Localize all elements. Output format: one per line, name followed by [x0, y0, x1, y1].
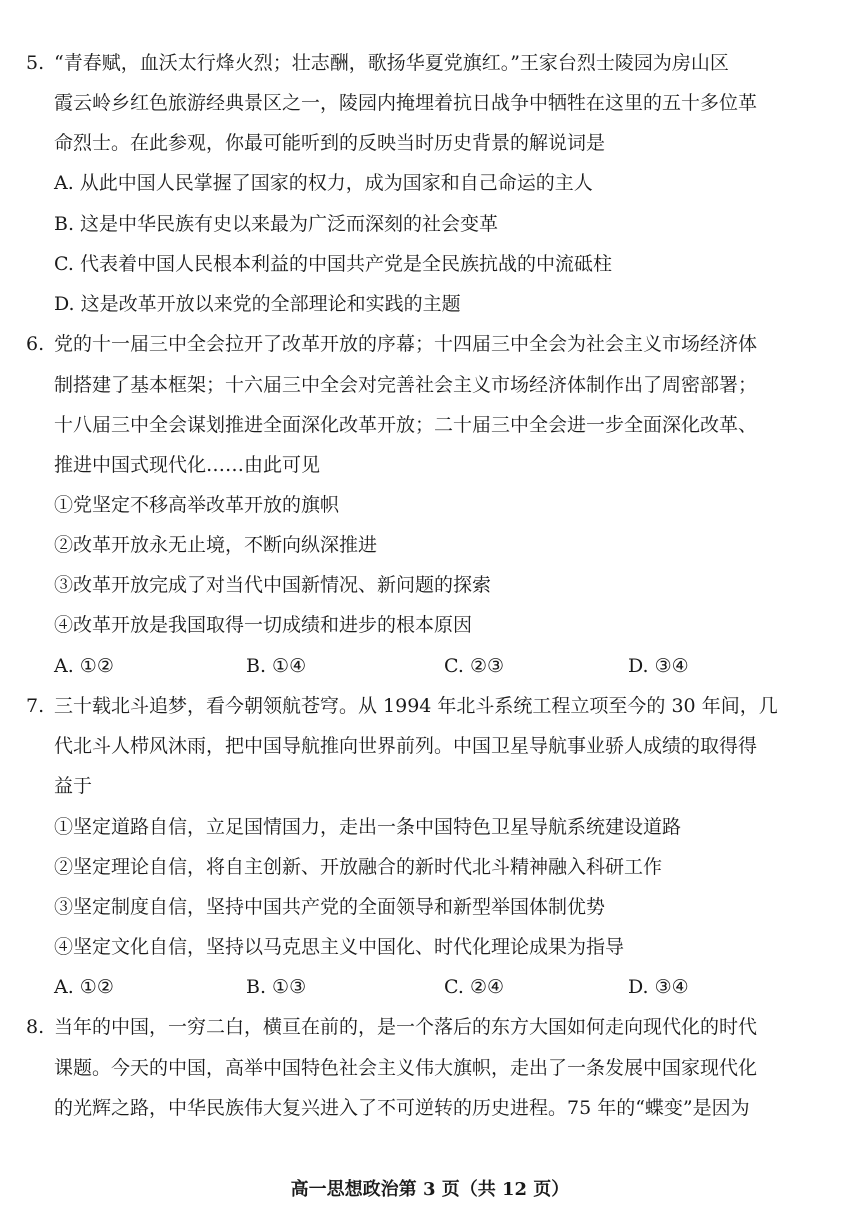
- question-6-choice-b: B. ①④: [246, 655, 307, 677]
- question-6-number: 6.: [26, 333, 45, 355]
- question-6-choice-c: C. ②③: [444, 655, 505, 677]
- question-6-stem-line-4: 推进中国式现代化……由此可见: [54, 454, 321, 476]
- question-5-option-c: C. 代表着中国人民根本利益的中国共产党是全民族抗战的中流砥柱: [54, 253, 612, 275]
- question-7-number: 7.: [26, 695, 45, 717]
- question-6-statement-1: ①党坚定不移高举改革开放的旗帜: [54, 494, 340, 516]
- page-footer: 高一思想政治第 3 页（共 12 页）: [290, 1179, 570, 1200]
- question-5-stem-line-2: 霞云岭乡红色旅游经典景区之一，陵园内掩埋着抗日战争中牺牲在这里的五十多位革: [54, 92, 758, 114]
- question-6-stem-line-2: 制搭建了基本框架；十六届三中全会对完善社会主义市场经济体制作出了周密部署；: [54, 374, 758, 396]
- question-7-stem-line-1: 三十载北斗追梦，看今朝领航苍穹。从 1994 年北斗系统工程立项至今的 30 年间，几: [54, 695, 778, 717]
- question-5-option-a: A. 从此中国人民掌握了国家的权力，成为国家和自己命运的主人: [54, 172, 593, 194]
- question-6-choice-a: A. ①②: [54, 655, 114, 677]
- question-5-option-b: B. 这是中华民族有史以来最为广泛而深刻的社会变革: [54, 213, 499, 235]
- question-7-statement-4: ④坚定文化自信，坚持以马克思主义中国化、时代化理论成果为指导: [54, 936, 625, 958]
- question-6-choice-d: D. ③④: [628, 655, 689, 677]
- question-5-stem-line-3: 命烈士。在此参观，你最可能听到的反映当时历史背景的解说词是: [54, 132, 606, 154]
- question-7-statement-1: ①坚定道路自信，立足国情国力，走出一条中国特色卫星导航系统建设道路: [54, 816, 682, 838]
- question-6-statement-2: ②改革开放永无止境，不断向纵深推进: [54, 534, 378, 556]
- question-7-statement-2: ②坚定理论自信，将自主创新、开放融合的新时代北斗精神融入科研工作: [54, 856, 663, 878]
- question-8-stem-line-3: 的光辉之路，中华民族伟大复兴进入了不可逆转的历史进程。75 年的“蝶变”是因为: [54, 1097, 750, 1119]
- question-7-stem-line-3: 益于: [54, 775, 93, 797]
- question-7-choice-d: D. ③④: [628, 976, 689, 998]
- question-6-statement-3: ③改革开放完成了对当代中国新情况、新问题的探索: [54, 574, 492, 596]
- question-7-choice-c: C. ②④: [444, 976, 505, 998]
- question-8-number: 8.: [26, 1016, 45, 1038]
- question-7-choice-a: A. ①②: [54, 976, 114, 998]
- question-6-stem-line-3: 十八届三中全会谋划推进全面深化改革开放；二十届三中全会进一步全面深化改革、: [54, 414, 758, 436]
- question-7-stem-line-2: 代北斗人栉风沐雨，把中国导航推向世界前列。中国卫星导航事业骄人成绩的取得得: [54, 735, 758, 757]
- question-5-option-d: D. 这是改革开放以来党的全部理论和实践的主题: [54, 293, 461, 315]
- question-8-stem-line-1: 当年的中国，一穷二白，横亘在前的，是一个落后的东方大国如何走向现代化的时代: [54, 1016, 758, 1038]
- question-6-statement-4: ④改革开放是我国取得一切成绩和进步的根本原因: [54, 614, 473, 636]
- question-6-stem-line-1: 党的十一届三中全会拉开了改革开放的序幕；十四届三中全会为社会主义市场经济体: [54, 333, 758, 355]
- question-5-number: 5.: [26, 52, 45, 74]
- question-8-stem-line-2: 课题。今天的中国，高举中国特色社会主义伟大旗帜，走出了一条发展中国家现代化: [54, 1057, 758, 1079]
- question-7-choice-b: B. ①③: [246, 976, 307, 998]
- question-7-statement-3: ③坚定制度自信，坚持中国共产党的全面领导和新型举国体制优势: [54, 896, 606, 918]
- question-5-stem-line-1: “青春赋，血沃太行烽火烈；壮志酬，歌扬华夏党旗红。”王家台烈士陵园为房山区: [54, 52, 729, 74]
